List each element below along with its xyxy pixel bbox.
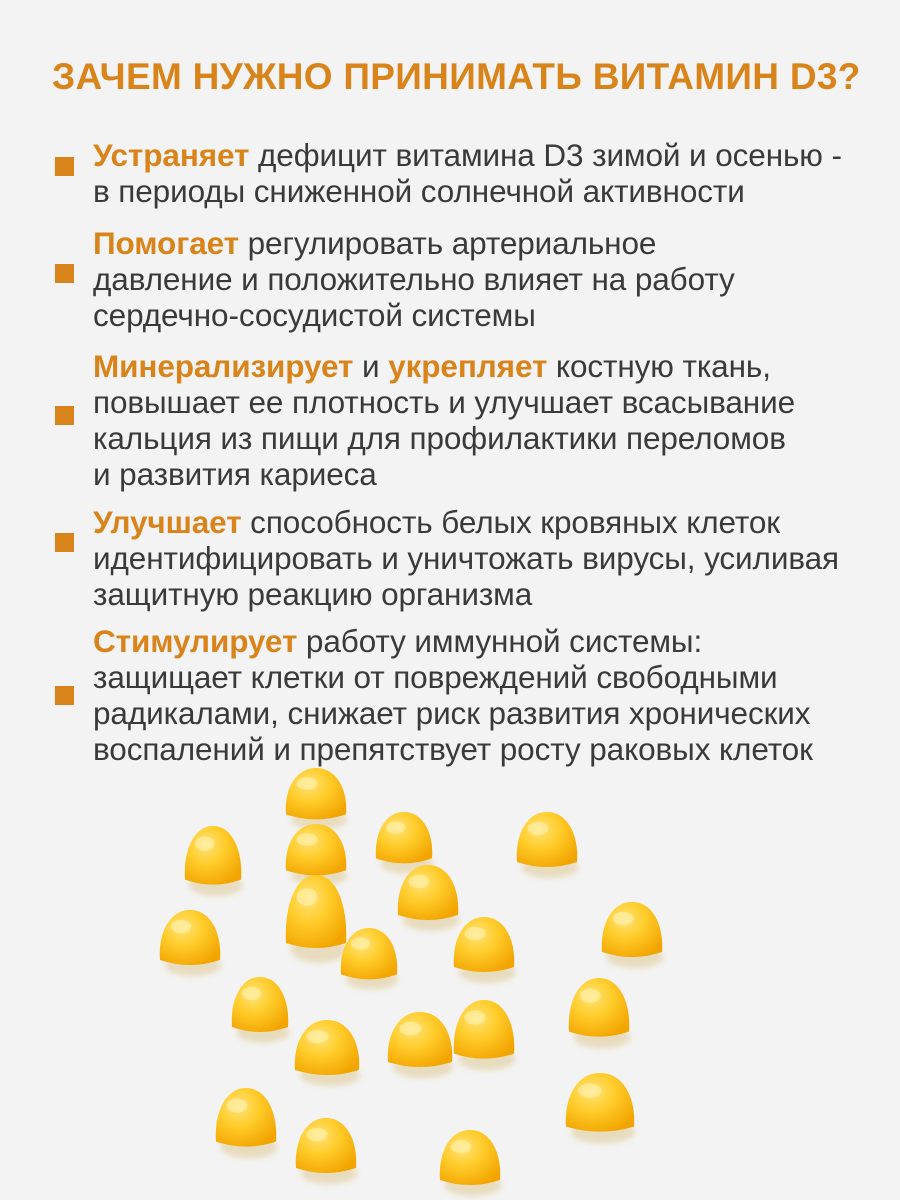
- gummy-icon: [232, 977, 290, 1043]
- gummy-icon: [454, 1000, 516, 1070]
- gummy-icon: [341, 928, 399, 990]
- benefit-text: [93, 137, 853, 209]
- benefit-conjunction: и: [353, 348, 389, 384]
- gummy-vitamins-illustration: [0, 760, 900, 1200]
- benefit-body: работу иммунной системы: защищает клетки от повреждений свободными радикалами, снижает риск развития хронических воспалений и препятствует росту раковых клеток: [93, 623, 813, 767]
- benefit-text: [93, 504, 853, 612]
- benefit-body: костную ткань, повышает ее плотность и улучшает всасывание кальция из пищи для профилактики переломов и развития кариеса: [93, 348, 796, 492]
- gummy-icon: [569, 978, 631, 1048]
- benefit-text: [93, 348, 803, 492]
- gummy-icon: [602, 902, 664, 968]
- square-bullet-icon: [55, 406, 74, 425]
- square-bullet-icon: [55, 533, 74, 552]
- gummy-icon: [185, 826, 243, 896]
- square-bullet-icon: [55, 264, 74, 283]
- benefit-lead: Минерализирует: [93, 348, 354, 384]
- benefit-lead: Стимулирует: [93, 623, 298, 659]
- benefit-body: дефицит витамина D3 зимой и осенью - в периоды сниженной солнечной активности: [93, 137, 842, 209]
- gummy-icon: [160, 910, 222, 976]
- benefit-lead: Устраняет: [93, 137, 250, 173]
- benefit-lead: Помогает: [93, 225, 239, 261]
- gummy-icon: [295, 1020, 361, 1086]
- benefit-body: способность белых кровяных клеток идентифицировать и уничтожать вирусы, усиливая защитную реакцию организма: [93, 504, 839, 612]
- benefit-body: регулировать артериальное давление и положительно влияет на работу сердечно-сосудистой системы: [93, 225, 735, 333]
- gummy-icon: [376, 812, 434, 874]
- gummy-icon: [286, 875, 348, 963]
- page-title: ЗАЧЕМ НУЖНО ПРИНИМАТЬ ВИТАМИН D3?: [52, 56, 861, 97]
- square-bullet-icon: [55, 157, 74, 176]
- gummy-icon: [566, 1073, 636, 1143]
- benefit-text: [93, 225, 783, 333]
- gummy-icon: [398, 865, 460, 931]
- gummy-icon: [440, 1130, 502, 1196]
- square-bullet-icon: [55, 686, 74, 705]
- gummy-icon: [296, 1118, 358, 1184]
- gummy-icon: [216, 1088, 278, 1158]
- gummy-icon: [286, 768, 348, 830]
- benefit-text: [93, 623, 853, 767]
- benefit-lead: Улучшает: [93, 504, 242, 540]
- gummy-icon: [517, 812, 579, 878]
- benefit-lead-secondary: укрепляет: [388, 348, 548, 384]
- gummy-icon: [388, 1012, 454, 1078]
- gummy-icon: [454, 917, 516, 983]
